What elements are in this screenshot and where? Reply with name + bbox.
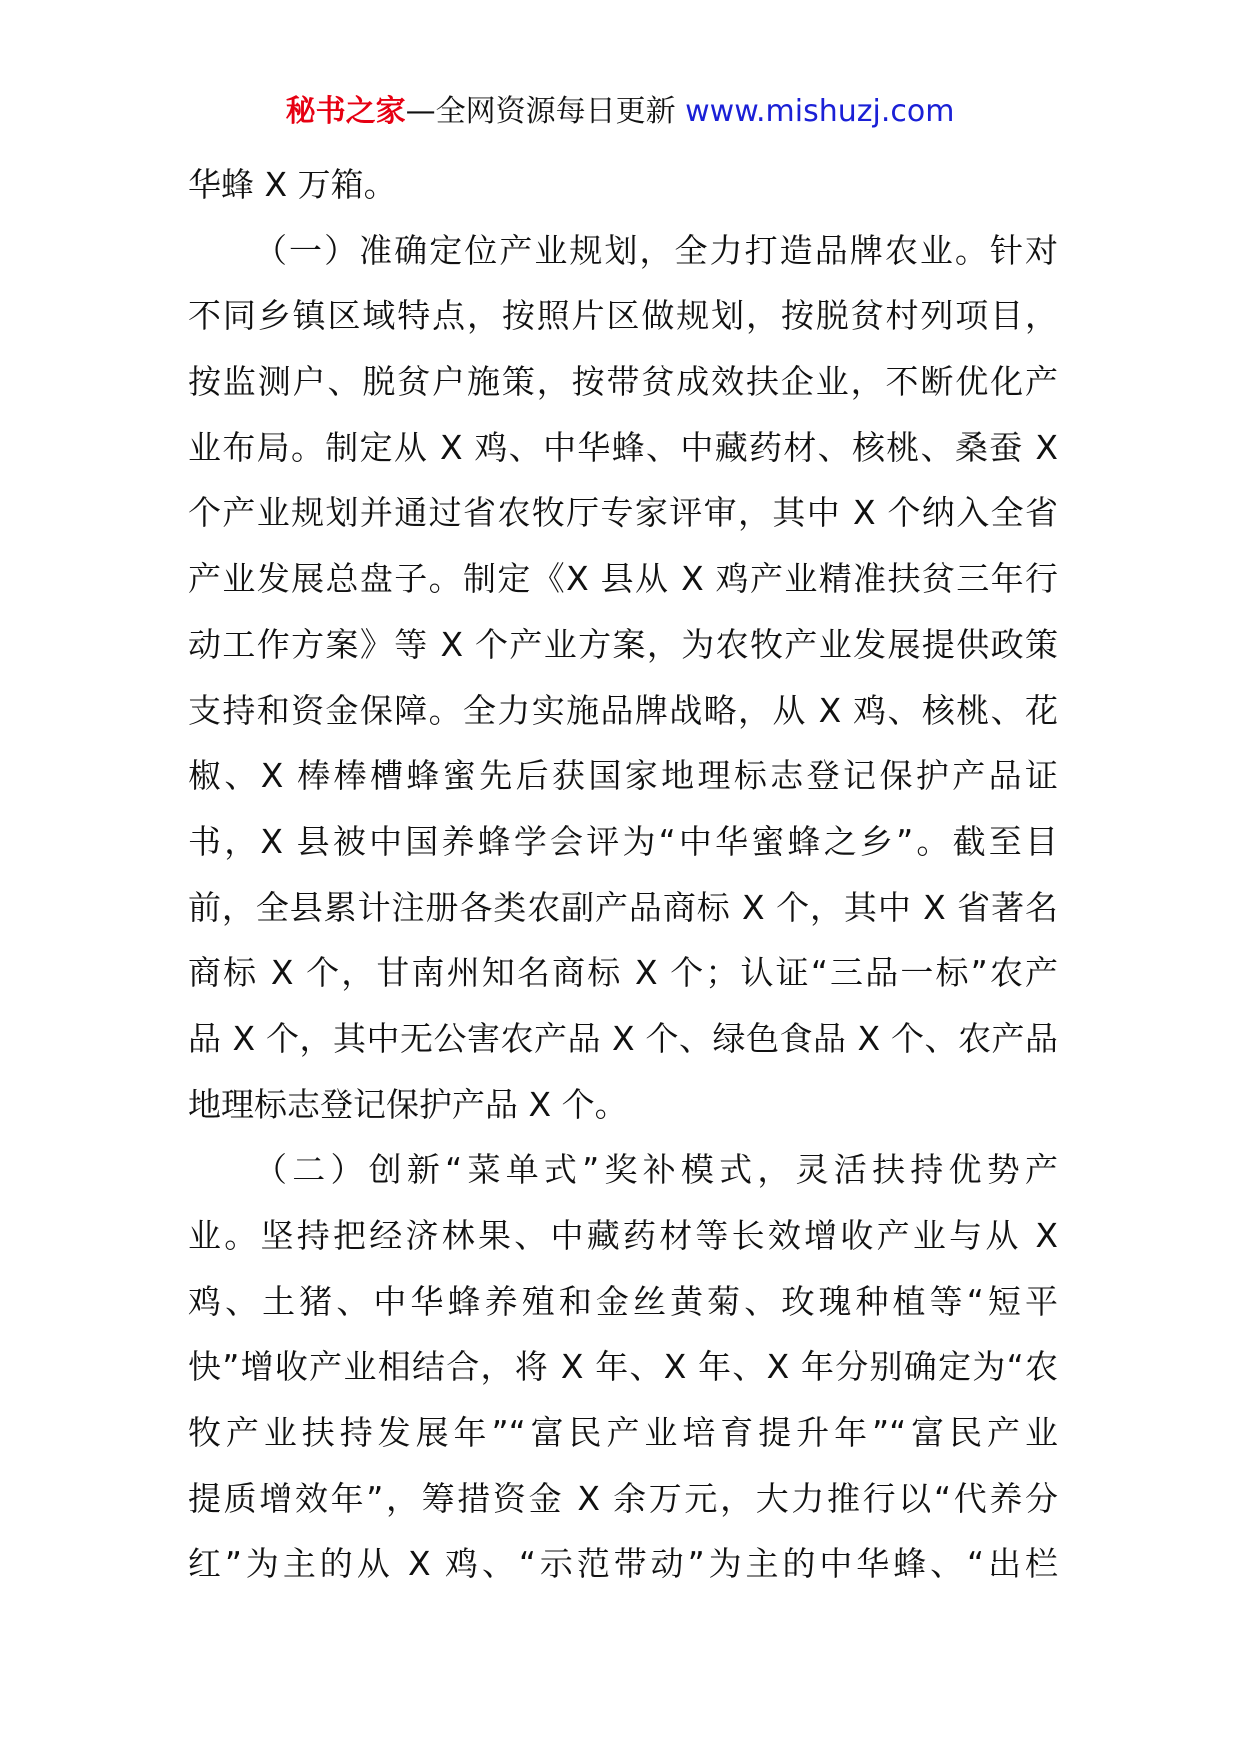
text-line: 不同乡镇区域特点，按照片区做规划，按脱贫村列项目， — [188, 296, 1058, 336]
text-line: 品 X 个，其中无公害农产品 X 个、绿色食品 X 个、农产品 — [188, 1018, 1058, 1058]
text-line: 产业发展总盘子。制定《X 县从 X 鸡产业精准扶贫三年行 — [188, 559, 1058, 599]
brand-name: 秘书之家 — [285, 94, 406, 129]
text-line: 个产业规划并通过省农牧厅专家评审，其中 X 个纳入全省 — [188, 493, 1058, 533]
text-line: 鸡、土猪、中华蜂养殖和金丝黄菊、玫瑰种植等“短平 — [188, 1281, 1058, 1321]
text-line: 按监测户、脱贫户施策，按带贫成效扶企业，不断优化产 — [188, 362, 1058, 402]
header-slogan: —全网资源每日更新 — [405, 94, 676, 129]
text-line: 商标 X 个，甘南州知名商标 X 个；认证“三品一标”农产 — [188, 953, 1058, 993]
text-line: 椒、X 棒棒槽蜂蜜先后获国家地理标志登记保护产品证 — [188, 756, 1058, 796]
site-header — [0, 92, 1240, 132]
text-line: 快”增收产业相结合，将 X 年、X 年、X 年分别确定为“农 — [188, 1347, 1058, 1387]
paragraph-start-line: （一）准确定位产业规划，全力打造品牌农业。针对 — [254, 230, 1058, 270]
text-line: 动工作方案》等 X 个产业方案，为农牧产业发展提供政策 — [188, 624, 1058, 664]
text-line: 地理标志登记保护产品 X 个。 — [188, 1084, 628, 1124]
document-body — [188, 160, 1058, 1605]
text-line: 提质增效年”，筹措资金 X 余万元，大力推行以“代养分 — [188, 1478, 1058, 1518]
text-line: 书，X 县被中国养蜂学会评为“中华蜜蜂之乡”。截至目 — [188, 821, 1058, 861]
text-line: 业布局。制定从 X 鸡、中华蜂、中藏药材、核桃、桑蚕 X — [188, 427, 1058, 467]
text-line: 红”为主的从 X 鸡、“示范带动”为主的中华蜂、“出栏 — [188, 1544, 1058, 1584]
text-line: 华蜂 X 万箱。 — [188, 165, 397, 204]
text-line: 业。坚持把经济林果、中藏药材等长效增收产业与从 X — [188, 1216, 1058, 1255]
text-line: 牧产业扶持发展年”“富民产业培育提升年”“富民产业 — [188, 1413, 1058, 1453]
text-line: 前，全县累计注册各类农副产品商标 X 个，其中 X 省著名 — [188, 887, 1058, 927]
paragraph-start-line: （二）创新“菜单式”奖补模式，灵活扶持优势产 — [254, 1150, 1058, 1190]
text-line: 支持和资金保障。全力实施品牌战略，从 X 鸡、核桃、花 — [188, 690, 1058, 730]
site-url-link[interactable]: www.mishuzj.com — [685, 94, 955, 129]
